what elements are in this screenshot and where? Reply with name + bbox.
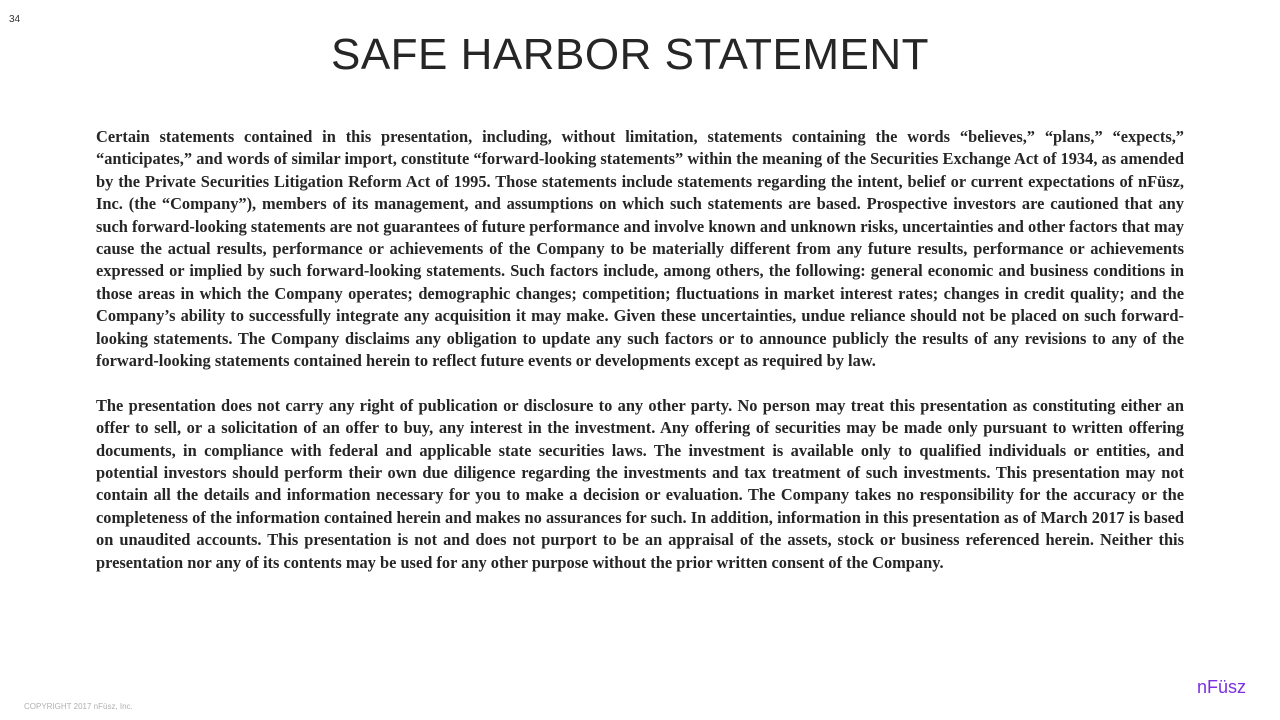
page-number: 34 bbox=[9, 14, 21, 25]
brand-logo-text: nFüsz bbox=[1196, 677, 1246, 697]
copyright-notice: COPYRIGHT 2017 nFüsz, Inc. bbox=[24, 702, 133, 711]
page-title: SAFE HARBOR STATEMENT bbox=[330, 30, 930, 79]
disclaimer-paragraph-forward-looking: Certain statements contained in this presentation, including, without limitation, statements containing the words “believes,” “plans,” “expects,” “anticipates,” and words of similar import, constitute “forward-looking statements” within the meaning of the Securities Exchange Act of 1934, as amended by the Private Securities Litigation Reform Act of 1995. Those statements include statements regarding the intent, belief or current expectations of nFüsz, Inc. (the “Company”), members of its management, and assumptions on which such statements are based. Prospective investors are cautioned that any such forward-looking statements are not guarantees of future performance and involve known and unknown risks, uncertainties and other factors that may cause the actual results, performance or achievements of the Company to be materially different from any future results, performance or achievements expressed or implied by such forward-looking statements. Such factors include, among others, the following: general economic and business conditions in those areas in which the Company operates; demographic changes; competition; fluctuations in market interest rates; changes in credit quality; and the Company’s ability to successfully integrate any acquisition it may make. Given these uncertainties, undue reliance should not be placed on such forward-looking statements. The Company disclaims any obligation to update any such factors or to announce publicly the results of any revisions to any of the forward-looking statements contained herein to reflect future events or developments except as required by law. bbox=[96, 127, 1184, 371]
safe-harbor-body bbox=[96, 126, 1184, 574]
disclaimer-paragraph-disclosure: The presentation does not carry any right of publication or disclosure to any other party. No person may treat this presentation as constituting either an offer to sell, or a solicitation of an offer to buy, any interest in the investment. Any offering of securities may be made only pursuant to written offering documents, in compliance with federal and applicable state securities laws. The investment is available only to qualified individuals or entities, and potential investors should perform their own due diligence regarding the investments and tax treatment of such investments. This presentation may not contain all the details and information necessary for you to make a decision or evaluation. The Company takes no responsibility for the accuracy or the completeness of the information contained herein and makes no assurances for such. In addition, information in this presentation as of March 2017 is based on unaudited accounts. This presentation is not and does not purport to be an appraisal of the assets, stock or business referenced herein. Neither this presentation nor any of its contents may be used for any other purpose without the prior written consent of the Company. bbox=[96, 395, 1184, 572]
